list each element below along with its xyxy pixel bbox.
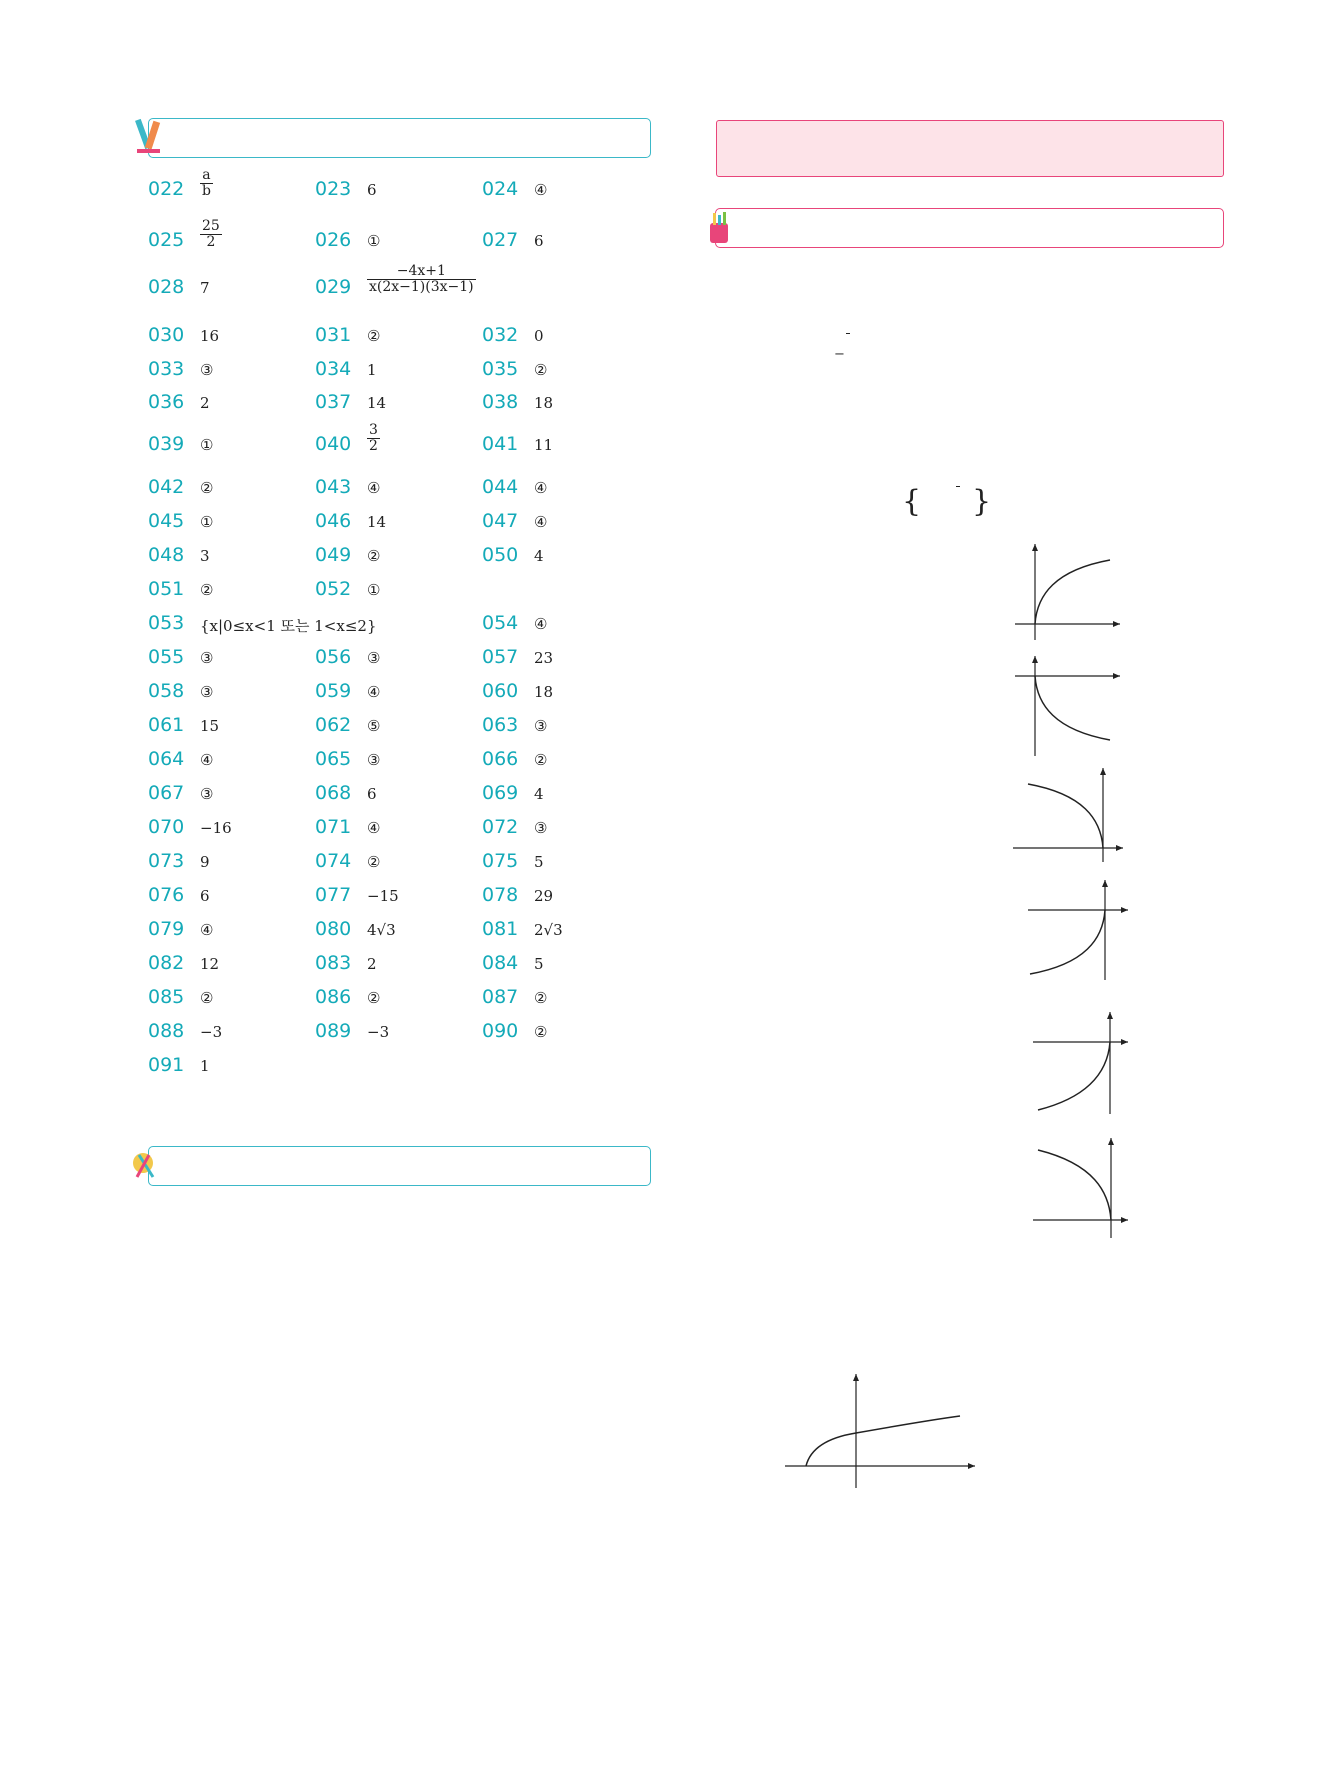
answer-value: 6 bbox=[200, 887, 210, 905]
answer-value: 29 bbox=[534, 887, 554, 905]
answer-value: ② bbox=[200, 989, 214, 1007]
answer-value: ④ bbox=[200, 921, 214, 939]
answer-number: 031 bbox=[315, 324, 352, 346]
answer-value: 6 bbox=[534, 232, 544, 250]
answer-064 bbox=[148, 748, 214, 778]
answer-086 bbox=[315, 986, 381, 1016]
answer-value: ④ bbox=[367, 683, 381, 701]
answer-number: 055 bbox=[148, 646, 185, 668]
answer-number: 071 bbox=[315, 816, 352, 838]
answer-088 bbox=[148, 1020, 223, 1050]
answer-number: 036 bbox=[148, 391, 185, 413]
ruler-pencil-icon bbox=[134, 115, 164, 155]
answer-number: 084 bbox=[482, 952, 519, 974]
answer-047 bbox=[482, 510, 548, 540]
answer-072 bbox=[482, 816, 548, 846]
answer-078 bbox=[482, 884, 554, 914]
answer-value: {x|0≤x<1 또는 1<x≤2} bbox=[200, 617, 377, 635]
step4-header bbox=[148, 1146, 651, 1186]
answer-070 bbox=[148, 816, 232, 846]
answer-value: ③ bbox=[534, 717, 548, 735]
answer-031 bbox=[315, 324, 381, 354]
answer-value: 2 bbox=[200, 394, 210, 412]
chapter-banner bbox=[716, 120, 1224, 177]
answer-046 bbox=[315, 510, 387, 540]
answer-value: −15 bbox=[367, 887, 399, 905]
answer-value: 14 bbox=[367, 394, 387, 412]
answer-value: ④ bbox=[200, 751, 214, 769]
answer-082 bbox=[148, 952, 220, 982]
answer-number: 064 bbox=[148, 748, 185, 770]
answer-number: 033 bbox=[148, 358, 185, 380]
fraction-numerator bbox=[956, 486, 960, 487]
answer-058 bbox=[148, 680, 214, 710]
answer-value: 12 bbox=[200, 955, 220, 973]
answer-number: 029 bbox=[315, 276, 352, 298]
answer-value: 6 bbox=[367, 181, 377, 199]
graph-007-1 bbox=[1010, 540, 1130, 642]
answer-number: 060 bbox=[482, 680, 519, 702]
answer-number: 072 bbox=[482, 816, 519, 838]
answer-040 bbox=[315, 422, 378, 463]
answer-value: ④ bbox=[367, 819, 381, 837]
graph-007-2 bbox=[1010, 652, 1130, 760]
fraction-numerator: a bbox=[200, 168, 213, 184]
answer-value: 14 bbox=[367, 513, 387, 531]
answer-value: 11 bbox=[534, 436, 554, 454]
answer-value: 5 bbox=[534, 955, 544, 973]
answer-043 bbox=[315, 476, 381, 506]
answer-079 bbox=[148, 918, 214, 948]
answer-number: 091 bbox=[148, 1054, 185, 1076]
answer-value: 4√3 bbox=[367, 921, 396, 939]
graph-007-3 bbox=[1008, 764, 1128, 864]
answer-value: 1 bbox=[200, 1057, 210, 1075]
answer-number: 038 bbox=[482, 391, 519, 413]
compass-icon bbox=[131, 1149, 161, 1181]
fraction-denominator: b bbox=[202, 183, 211, 199]
answer-number: 059 bbox=[315, 680, 352, 702]
answer-value: ③ bbox=[200, 649, 214, 667]
answer-048 bbox=[148, 544, 210, 574]
answer-value: ② bbox=[367, 547, 381, 565]
answer-value: ① bbox=[367, 232, 381, 250]
answer-value: ② bbox=[534, 1023, 548, 1041]
answer-032 bbox=[482, 324, 544, 354]
answer-065 bbox=[315, 748, 381, 778]
answer-089 bbox=[315, 1020, 390, 1050]
answer-number: 023 bbox=[315, 178, 352, 200]
answer-030 bbox=[148, 324, 220, 354]
answer-number: 056 bbox=[315, 646, 352, 668]
answer-number: 024 bbox=[482, 178, 519, 200]
answer-number: 067 bbox=[148, 782, 185, 804]
answer-056 bbox=[315, 646, 381, 676]
answer-033 bbox=[148, 358, 214, 388]
answer-number: 034 bbox=[315, 358, 352, 380]
answer-022 bbox=[148, 167, 211, 208]
answer-073 bbox=[148, 850, 210, 880]
answer-028 bbox=[148, 276, 210, 306]
answer-035 bbox=[482, 358, 548, 388]
answer-number: 078 bbox=[482, 884, 519, 906]
answer-number: 061 bbox=[148, 714, 185, 736]
answer-038 bbox=[482, 391, 554, 421]
answer-value: ② bbox=[200, 479, 214, 497]
answer-044 bbox=[482, 476, 548, 506]
answer-value: ⑤ bbox=[367, 717, 381, 735]
answer-062 bbox=[315, 714, 381, 744]
answer-value: −3 bbox=[200, 1023, 223, 1041]
answer-number: 041 bbox=[482, 433, 519, 455]
answer-value: 1 bbox=[367, 361, 377, 379]
answer-036 bbox=[148, 391, 210, 421]
answer-number: 037 bbox=[315, 391, 352, 413]
answer-number: 039 bbox=[148, 433, 185, 455]
answer-value bbox=[367, 423, 380, 454]
answer-number: 050 bbox=[482, 544, 519, 566]
answer-number: 028 bbox=[148, 276, 185, 298]
answer-value bbox=[200, 219, 222, 250]
answer-number: 022 bbox=[148, 178, 185, 200]
answer-value: 4 bbox=[534, 785, 544, 803]
answer-063 bbox=[482, 714, 548, 744]
answer-075 bbox=[482, 850, 544, 880]
fraction-numerator: 25 bbox=[202, 218, 220, 234]
answer-084 bbox=[482, 952, 544, 982]
answer-value bbox=[200, 168, 213, 199]
answer-number: 025 bbox=[148, 229, 185, 251]
answer-085 bbox=[148, 986, 214, 1016]
fraction-denominator: x(2x−1)(3x−1) bbox=[369, 279, 474, 295]
answer-number: 030 bbox=[148, 324, 185, 346]
answer-number: 076 bbox=[148, 884, 185, 906]
answer-059 bbox=[315, 680, 381, 710]
answer-041 bbox=[482, 433, 554, 463]
answer-034 bbox=[315, 358, 377, 388]
answer-value: 5 bbox=[534, 853, 544, 871]
fraction bbox=[200, 168, 213, 199]
answer-076 bbox=[148, 884, 210, 914]
answer-number: 074 bbox=[315, 850, 352, 872]
answer-number: 081 bbox=[482, 918, 519, 940]
answer-068 bbox=[315, 782, 377, 812]
answer-053 bbox=[148, 612, 377, 642]
answer-value: 9 bbox=[200, 853, 210, 871]
answer-number: 083 bbox=[315, 952, 352, 974]
answer-037 bbox=[315, 391, 387, 421]
answer-039 bbox=[148, 433, 214, 463]
answer-number: 047 bbox=[482, 510, 519, 532]
answer-value: 0 bbox=[534, 327, 544, 345]
answer-number: 046 bbox=[315, 510, 352, 532]
answer-value: ② bbox=[534, 989, 548, 1007]
answer-077 bbox=[315, 884, 399, 914]
answer-value: ③ bbox=[200, 683, 214, 701]
answer-value: 15 bbox=[200, 717, 220, 735]
answer-number: 045 bbox=[148, 510, 185, 532]
answer-091 bbox=[148, 1054, 210, 1084]
answer-number: 051 bbox=[148, 578, 185, 600]
answer-number: 052 bbox=[315, 578, 352, 600]
answer-value: 4 bbox=[534, 547, 544, 565]
graph-010 bbox=[780, 1370, 980, 1495]
answer-061 bbox=[148, 714, 220, 744]
fraction-denominator: 2 bbox=[206, 234, 216, 250]
answer-value: ② bbox=[367, 853, 381, 871]
answer-value: 2√3 bbox=[534, 921, 563, 939]
answer-051 bbox=[148, 578, 214, 608]
answer-029 bbox=[315, 263, 474, 306]
answer-067 bbox=[148, 782, 214, 812]
answer-value: 18 bbox=[534, 394, 554, 412]
step3-header bbox=[148, 118, 651, 158]
answer-number: 086 bbox=[315, 986, 352, 1008]
answer-number: 077 bbox=[315, 884, 352, 906]
answer-value: ④ bbox=[367, 479, 381, 497]
answer-value: ③ bbox=[367, 649, 381, 667]
answer-number: 054 bbox=[482, 612, 519, 634]
answer-number: 090 bbox=[482, 1020, 519, 1042]
answer-value: ④ bbox=[534, 181, 548, 199]
answer-number: 035 bbox=[482, 358, 519, 380]
answer-value: ① bbox=[367, 581, 381, 599]
answer-number: 070 bbox=[148, 816, 185, 838]
answer-value bbox=[367, 264, 476, 295]
answer-value: ③ bbox=[534, 819, 548, 837]
answer-value: ④ bbox=[534, 615, 548, 633]
answer-number: 087 bbox=[482, 986, 519, 1008]
answer-060 bbox=[482, 680, 554, 710]
answer-number: 048 bbox=[148, 544, 185, 566]
answer-value: ③ bbox=[200, 785, 214, 803]
answer-value: ② bbox=[534, 751, 548, 769]
answer-value: 2 bbox=[367, 955, 377, 973]
graph-008-2 bbox=[1008, 1134, 1133, 1242]
answer-number: 080 bbox=[315, 918, 352, 940]
answer-number: 089 bbox=[315, 1020, 352, 1042]
answer-071 bbox=[315, 816, 381, 846]
answer-number: 062 bbox=[315, 714, 352, 736]
step2-header bbox=[715, 208, 1224, 248]
answer-027 bbox=[482, 229, 544, 259]
fraction bbox=[846, 333, 850, 334]
fraction-numerator: 3 bbox=[369, 422, 378, 438]
answer-number: 057 bbox=[482, 646, 519, 668]
answer-055 bbox=[148, 646, 214, 676]
answer-number: 027 bbox=[482, 229, 519, 251]
answer-083 bbox=[315, 952, 377, 982]
answer-value: 3 bbox=[200, 547, 210, 565]
fraction bbox=[956, 486, 960, 487]
answer-number: 026 bbox=[315, 229, 352, 251]
answer-number: 065 bbox=[315, 748, 352, 770]
answer-value: −16 bbox=[200, 819, 232, 837]
answer-024 bbox=[482, 178, 548, 208]
answer-value: 18 bbox=[534, 683, 554, 701]
answer-value: 6 bbox=[367, 785, 377, 803]
answer-value: ① bbox=[200, 436, 214, 454]
answer-066 bbox=[482, 748, 548, 778]
answer-090 bbox=[482, 1020, 548, 1050]
answer-number: 069 bbox=[482, 782, 519, 804]
answer-080 bbox=[315, 918, 396, 948]
answer-050 bbox=[482, 544, 544, 574]
answer-057 bbox=[482, 646, 554, 676]
answer-052 bbox=[315, 578, 381, 608]
answer-081 bbox=[482, 918, 563, 948]
answer-number: 032 bbox=[482, 324, 519, 346]
answer-number: 075 bbox=[482, 850, 519, 872]
answer-number: 088 bbox=[148, 1020, 185, 1042]
fraction bbox=[367, 423, 380, 454]
answer-number: 040 bbox=[315, 433, 352, 455]
answer-069 bbox=[482, 782, 544, 812]
answer-value: ① bbox=[200, 513, 214, 531]
answer-number: 068 bbox=[315, 782, 352, 804]
answer-value: 7 bbox=[200, 279, 210, 297]
answer-value: ③ bbox=[200, 361, 214, 379]
answer-value: ② bbox=[200, 581, 214, 599]
answer-087 bbox=[482, 986, 548, 1016]
answer-number: 049 bbox=[315, 544, 352, 566]
answer-number: 082 bbox=[148, 952, 185, 974]
fraction-numerator: −4x+1 bbox=[367, 264, 476, 280]
answer-number: 053 bbox=[148, 612, 185, 634]
answer-number: 043 bbox=[315, 476, 352, 498]
fraction-denominator: 2 bbox=[369, 438, 378, 454]
answer-value: ④ bbox=[534, 479, 548, 497]
answer-023 bbox=[315, 178, 377, 208]
answer-number: 058 bbox=[148, 680, 185, 702]
answer-value: ② bbox=[367, 327, 381, 345]
answer-value: ④ bbox=[534, 513, 548, 531]
graph-007-4 bbox=[1008, 876, 1133, 984]
answer-049 bbox=[315, 544, 381, 574]
answer-number: 073 bbox=[148, 850, 185, 872]
answer-value: 23 bbox=[534, 649, 554, 667]
answer-value: 16 bbox=[200, 327, 220, 345]
answer-number: 042 bbox=[148, 476, 185, 498]
answer-number: 044 bbox=[482, 476, 519, 498]
answer-045 bbox=[148, 510, 214, 540]
answer-value: ② bbox=[534, 361, 548, 379]
answer-number: 085 bbox=[148, 986, 185, 1008]
answer-number: 063 bbox=[482, 714, 519, 736]
answer-025 bbox=[148, 218, 220, 259]
fraction-numerator bbox=[846, 333, 850, 334]
answer-042 bbox=[148, 476, 214, 506]
answer-026 bbox=[315, 229, 381, 259]
fraction bbox=[367, 264, 476, 295]
answer-054 bbox=[482, 612, 548, 642]
graph-008-1 bbox=[1008, 1008, 1133, 1116]
answer-number: 066 bbox=[482, 748, 519, 770]
answer-074 bbox=[315, 850, 381, 880]
fraction bbox=[200, 219, 222, 250]
answer-value: −3 bbox=[367, 1023, 390, 1041]
pencil-case-icon bbox=[708, 211, 730, 245]
answer-value: ② bbox=[367, 989, 381, 1007]
answer-number: 079 bbox=[148, 918, 185, 940]
answer-value: ③ bbox=[367, 751, 381, 769]
